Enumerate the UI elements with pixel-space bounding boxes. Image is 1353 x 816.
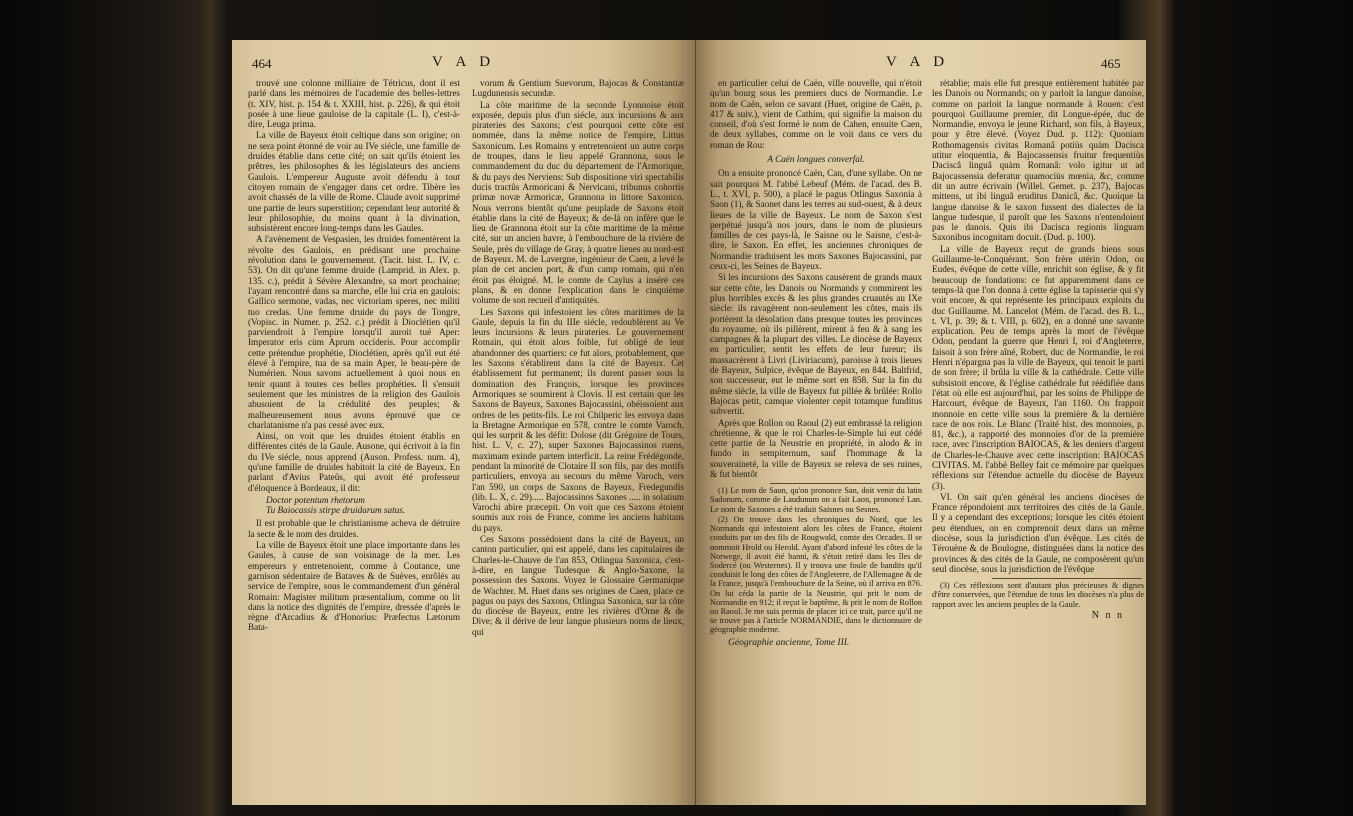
paragraph: Après que Rollon ou Raoul (2) eut embrassé la religion chrétienne, & que le roi Charles-le-Simple lui eut cédé cette partie de la Neustrie en propriété, in alodo & in fundo in sempiternum, sauf l'hommage & la souveraineté, la ville de Bayeux se releva de ses ruines, & fut bientôt xyxy=(710,417,922,479)
footnotes xyxy=(710,486,922,634)
paragraph: Ces Saxons possédoient dans la cité de Bayeux, un canton particulier, qui est appelé, dans les capitulaires de Charles-le-Chauve de l'an 853, Otlingua Saxonica, c'est-à-dire, en langue Tudesque & Anglo-Saxone, la possession des Saxons. Voyez le Glossaire Germanique de Wachter. M. Huet dans ses origines de Caen, place ce pagus ou pays des Saxons, Otlingua Saxonica, sur la côte du diocèse de Bayeux, entre les rivières d'Orne & de Dive; & il dérive de leur langue plusieurs noms de lieux, qui xyxy=(472,534,684,637)
footnotes xyxy=(932,581,1144,609)
paragraph: rétablie; mais elle fut presque entièrement habitée par les Danois ou Normands; on y parloit la langue danoise, comme on parloit la langue normande à Rouen: c'est pourquoi Guillaume premier, dit Longue-épée, duc de Normandie, envoya le jeune Richard, son fils, à Bayeux, pour y être élevé. (Voyez Dud. p. 112): Quoniam Rothomagensis civitas Romanâ potiùs quàm Dacisca utitur eloquentia, & Bajocassensis fruitur frequentiùs Daciscâ linguâ quàm Romanâ: volo igitur ut ad Bajocassensia deferatur quamociùs mœnia, &c, comme dit un autre écrivain (Willel. Gemet. p. 237), Bajocas mittens, ut ibi linguâ eruditus Danicâ, &c. Quoique la langue danoise & le saxon fussent des dialectes de la langue tudesque, il paroît que les Saxons n'entendoient pas le danois. Quis ibi Dacisca regionis linguam Saxonibus incognitam docuit. (Dud. p. 100). xyxy=(932,78,1144,243)
paragraph: Les Saxons qui infestoient les côtes maritimes de la Gaule, depuis la fin du IIIe siécle, redoublèrent au Ve leurs incursions & leurs pirateries. Le gouvernement Romain, qui étoit alors foible, fut obligé de leur abandonner des quartiers: ce fut alors, probablement, que les Saxons s'établirent dans la cité de Bayeux. Cet établissement fut permanent; ils durent passer sous la domination des François, lorsque les provinces Armoriques se soumirent à Clovis. Il est certain que les Saxons de Bayeux, Saxones Bajocassini, obéissoient aux ordres de les petits-fils. Le roi Chilperic les envoya dans la Bretagne Armorique en 578, contre le comte Varoch, qui les surprit & les défit: Dolose (dit Grégoire de Tours, hist. L. V, c. 27), super Saxones Bajocassinos ruens, maximam exinde partem interficit. La reine Frédégonde, pendant la minorité de Clotaire II son fils, par des motifs particuliers, envoya au secours du même Varoch, vers l'an 590, un corps de Saxons de Bayeux, Fredegundis (lib. L. X, c. 29)..... Bajocassinos Saxones ..... in solatium Varochi abire præcepit. On voit que ces Saxons étoient soumis aux rois de France, comme les anciens habitans du pays. xyxy=(472,306,684,533)
page-number: 464 xyxy=(252,56,272,71)
paragraph: en particulier celui de Caën, ville nouvelle, qui n'étoit qu'un bourg sous les premiers ducs de Normandie. Le nom de Caën, selon ce savant (Huet, origine de Caën, p. 417 & suiv.), vient de Cathim, qui signifie la maison du conseil, d'où s'est formé le nom de Cahen, ensuite Caen, de deux syllabes, comme on le voit dans ce vers du roman de Rou: xyxy=(710,78,922,150)
paragraph: La côte maritime de la seconde Lyonnoise étoit exposée, depuis plus d'un siécle, aux incursions & aux pirateries des Saxons; c'est pourquoi cette côte est nommée, dans la même notice de l'empire, Littus Saxonicum. Les Romains y entretenoient un autre corps de troupes, dans le lieu appelé Grannona, sous le commandement du duc du département de l'Armorique, & du pays des Nerviens: Sub dispositione viri spectabilis ducis tractûs Armoricani & Nervicani, tribunus cohortis primæ novæ Armoricæ, Grannona in littore Saxonico. Nous verrons bientôt qu'une peuplade de Saxons étoit établie dans la cité de Bayeux; & de-là on infère que le lieu de Grannona étoit sur la côte maritime de la même cité, sur un ancien havre, à l'embouchure de la rivière de Seule, près du village de Gray, à quatre lieues au nord-est de Bayeux. M. de Lavergne, ingénieur de Caen, a levé le plan de cet ancien port, & d'un camp romain, qui n'en étoit pas éloigné. M. le comte de Caylus a inséré ces plans, & en donne l'explication dans le cinquième volume de son recueil d'antiquités. xyxy=(472,99,684,306)
paragraph: VI. On sait qu'en général les anciens diocèses de France répondoient aux territoires des cités de la Gaule. Il y a cependant des exceptions; lorsque les cités étoient peu étendues, on en comprenoit deux dans un même diocèse, sous la jurisdiction d'un évêque. Les cités de Térouène & de Boulogne, distinguées dans la notice des provinces & des cités de la Gaule, ne composèrent qu'un seul diocèse, sous la jurisdiction de l'évêque xyxy=(932,491,1144,574)
paragraph: On a ensuite prononcé Caën, Can, d'une syllabe. On ne sait pourquoi M. l'abbé Lebeuf (Mém. de l'acad. des B. L., t. XVI, p. 500), a placé le pagus Otlingus Saxonia à Saon (1), & Saonet dans les terres au sud-ouest, & à deux lieues de la ville de Bayeux. Le nom de Saxon s'est perpétué jusqu'à nos jours, dans le nom de plusieurs familles de ces pays-là, le Saisne ou le Saisne, c'est-à-dire, le Saxon. En effet, les anciennes chroniques de Normandie traduisent les mots Saxones Bajocassini, par ceux-ci, les Seines de Bayeux. xyxy=(710,168,922,272)
right-page xyxy=(696,40,1146,805)
volume-footer: Géographie ancienne, Tome III. xyxy=(728,637,850,648)
left-column-1 xyxy=(248,78,460,634)
running-head: V A D xyxy=(886,54,950,70)
paragraph: Si les incursions des Saxons causèrent de grands maux sur cette côte, les Danois ou Normands y commirent les plus horribles excès & les plus grandes cruautés au IXe siècle: ils ravagèrent non-seulement les côtes, mais ils portèrent la désolation dans presque toutes les provinces du royaume, où ils pillèrent, mirent à feu & à sang les campagnes & la plupart des villes. Le diocèse de Bayeux en particulier, sentit les effets de leur fureur; ils massacrèrent à Livri (Liviriacum), paroisse à trois lieues de Bayeux, Sulpice, évêque de Bayeux, en 844. Baltfrid, son successeur, eut le même sort en 858. Sur la fin du même siècle, la ville de Bayeux fut pillée & brûlée: Rollo Bajocas petit, camque violenter cepit totamque funditus subvertit. xyxy=(710,272,922,417)
footnote-rule xyxy=(992,578,1142,579)
paragraph: vorum & Gentium Suevorum, Bajocas & Constantiæ Lugdunensis secundæ. xyxy=(472,78,684,99)
footnote-rule xyxy=(770,483,920,484)
paragraph: A l'avènement de Vespasien, les druides fomentèrent la révolte des Gaulois, en prédisant une prochaine révolution dans le gouvernement. (Tacit. hist. L. IV, c. 53). On dit qu'une femme druide (Lamprid. in Alex. p. 135. c.), prédit à Sévère Alexandre, sa mort prochaine; l'ayant rencontré dans sa marche, elle lui cria en gaulois: Gallico sermone, vadas, nec victoriam speres, nec militi tuo credas. Une femme druide du pays de Tongre, (Vopisc. in Numer. p. 252. c.) prédit à Dioclétien qu'il parviendroit à l'empire lorsqu'il auroit tué Aper: Imperator eris cùm Aprum occideris. Pour accomplir cette prétendue prophétie, Dioclétien, après qu'il eut été élevé à l'empire, tua de sa main Aper, le beau-père de Numérien. Nous savons actuellement à quoi nous en tenir quant à toutes ces belles prophéties. Il s'ensuit seulement que les ministres de la religion des Gaulois abusoient de la crédulité des peuples; & malheureusement nous avons éprouvé que ce charlatanisme n'a pas cessé avec eux. xyxy=(248,234,460,430)
paragraph: trouvé une colonne milliaire de Tétricus, dont il est parlé dans les mémoires de l'academie des belles-lettres (t. XIV, hist. p. 154 & t. XXIII, hist. p. 226), & qui étoit posée à une lieue gauloise de la capitale (L. I), c'est-à-dire, Leuga prima. xyxy=(248,78,460,130)
verse-line: Tu Baiocassis stirpe druidarum satus. xyxy=(266,505,406,516)
paragraph: Il est probable que le christianisme acheva de détruire la secte & le nom des druides. xyxy=(248,518,460,539)
paragraph: La ville de Bayeux étoit celtique dans son origine; on ne sera point étonné de voir au IVe siécle, une famille de druides établie dans cette cité; on sait qu'ils étoient les prêtres, les philosophes & les législateurs des anciens Gaulois. L'empereur Auguste avoit défendu à tout citoyen romain de s'engager dans cet ordre. Tibère les avoit chassés de la ville de Rome. Claude avoit supprimé une partie de leurs superstition; cependant leur autorité & leur philosophie, du moins quant à la divination, subsistèrent encore long-temps dans les Gaules. xyxy=(248,130,460,234)
right-column-1 xyxy=(710,78,922,648)
page-number: 465 xyxy=(1101,56,1121,71)
left-page xyxy=(232,40,695,805)
right-column-2 xyxy=(932,78,1144,621)
paragraph: Ainsi, on voit que les druides étoient établis en différentes cités de la Gaule. Ausone, qui écrivoit à la fin du IVe siécle, nous apprend (Auson. Profess. num. 4), qu'une famille de druides habitoit la cité de Bayeux. En parlant d'Avius Pateûs, qui avoit été professeur d'éloquence à Bordeaux, il dit: xyxy=(248,431,460,493)
footnote: (1) Le nom de Saon, qu'on prononce San, doit venir du latin Sadonum, comme de Laudunum on a fait Laon, prononcé Lan. Le nom de Saxones a été traduit Saisnes ou Sesnes. xyxy=(710,486,922,514)
footnote: (3) Ces réflexions sont d'autant plus précieuses & dignes d'être conservées, que l'étendue de tous les diocèses n'a plus de rapport avec les anciens peuples de la Gaule. xyxy=(932,581,1144,609)
verse-quote xyxy=(248,495,460,516)
paragraph: La ville de Bayeux reçut de grands biens sous Guillaume-le-Conquérant. Son frère utérin Odon, ou Eudes, évêque de cette ville, enrichit son église, & y fit beaucoup de fondations: ce fut apparemment dans ce temps-là que l'on donna à cette église la tapisserie qui s'y voit encore, & qui représente les principaux exploits du duc Guillaume. M. Lancelot (Mém. de l'acad. des B. L., t. VI, p. 39; & t. VIII, p. 602), en a donné une savante explication. Peu de temps après la mort de l'évêque Odon, pendant la guerre que Henri I, roi d'Angleterre, faisoit à son frère aîné, Robert, duc de Normandie, le roi Henri n'épargna pas la ville de Bayeux, qui tenoit le parti de son frère; il brûla la ville & la cathédrale. Cette ville subsistoit encore, & l'église cathédrale fut réédifiée dans l'état où elle est aujourd'hui, par les soins de Philippe de Harcourt, évêque de Bayeux, l'an 1160. On frappoit monnoie en cette ville sous la première & la dernière race de nos rois. Le Blanc (Traité hist. des monnoies, p. 81, &c.), a rapporté des monnoies d'or de la première race, avec l'inscription BAIOCAS, & les deniers d'argent de Charles-le-Chauve avec cette inscription: BAIOCAS CIVITAS. M. l'abbé Belley fait ce mémoire par quelques réflexions sur l'étendue actuelle du diocèse de Bayeux (3). xyxy=(932,243,1144,491)
footnote: (2) On trouve dans les chroniques du Nord, que les Normands qui infestoient alors les côtes de France, étoient conduits par un des fils de Rougwald, comte des Orcades. Il se nommoit Hrold ou Herold. Ayant d'abord infesté les côtes de la Norwege, il avoit été banni, & s'étoit retiré dans les îles de Sodercé (ou Westernes). Il y trouva une foule de bandits qu'il conduisit le long des côtes de l'Angleterre, de l'Allemagne & de la France, jusqu'à l'embouchure de la Seine, où il arriva en 876. On lui céda la partie de la Neustrie, qui prit le nom de Normandie en 912; il reçut le baptême, & prit le nom de Rollon ou Raoul. Je me suis permis de placer ici ce trait, parce qu'il ne se trouve pas à l'article NORMANDIE, dans le dictionnaire de géographie moderne. xyxy=(710,514,922,635)
left-column-2 xyxy=(472,78,684,638)
verse-quote: A Caën longues converfal. xyxy=(767,154,865,165)
running-head: V A D xyxy=(432,54,496,70)
paragraph: La ville de Bayeux étoit une place importante dans les Gaules, à cause de son voisinage de la mer. Les empereurs y entretenoient, comme à Coutance, une garnison sédentaire de Bataves & de Suèves, enrôlés au service de l'empire, sous le commandement d'un général Romain: Magister militum præsentalium, comme on lit dans la notice des dignités de l'empire, dressée d'après le règne d'Arcadius & d'Honorius: Præfectus Lætorum Bata- xyxy=(248,540,460,633)
verse-line: Doctor potentum rhetorum xyxy=(266,494,365,505)
signature-mark: N n n xyxy=(1091,609,1124,621)
